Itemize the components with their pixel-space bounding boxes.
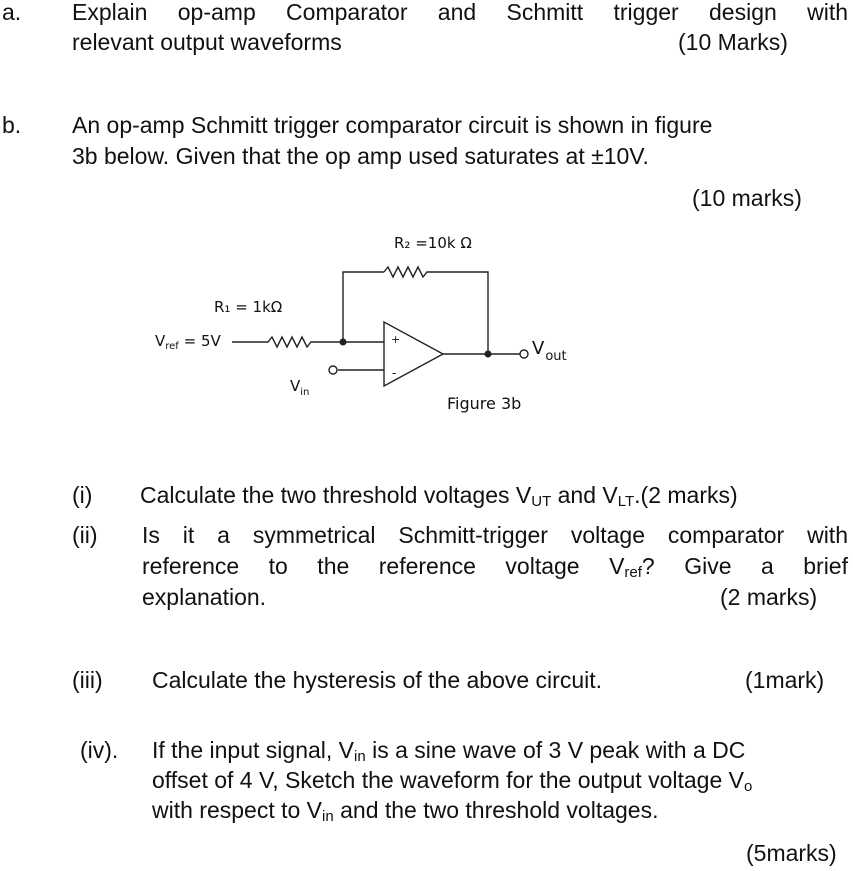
part-iv-line1: If the input signal, $V_{in}$ is a sine wave of 3 V peak with a DC [152,737,746,765]
vin-label: $V_{in}$ [290,377,310,398]
part-ii-line1: Is it a symmetrical Schmitt-trigger voltage comparator with [142,522,848,548]
part-i-number: (i) [72,482,93,508]
question-a-marks: (10 Marks) [678,29,788,55]
r1-resistor [232,337,343,347]
part-ii-number: (ii) [72,522,98,548]
part-ii-marks: (2 marks) [720,584,818,610]
feedback-wire-left [343,272,384,342]
output-node-dot [485,351,492,358]
question-b-line1: An op-amp Schmitt trigger comparator circuit is shown in figure [72,112,713,138]
question-b-line2: 3b below. Given that the op amp used saturates at ±10V. [72,143,649,169]
part-iii-text: Calculate the hysteresis of the above circuit. [152,667,603,693]
question-b-marks: (10 marks) [692,185,802,211]
part-iii-number: (iii) [72,667,103,693]
feedback-node-dot [340,339,347,346]
question-a-line1: Explain op-amp Comparator and Schmitt trigger design with [72,0,848,25]
question-b-letter: b. [2,112,22,138]
part-iii-marks: (1mark) [745,667,825,693]
part-ii-line2: reference to the reference voltage $V_{ref}$? Give a brief [142,553,848,581]
vref-label: $V_{ref} = 5V$ [155,332,221,352]
figure-caption: Figure 3b [447,394,522,413]
vout-terminal [520,350,528,358]
vout-label: $V_{out}$ [532,338,567,364]
vin-terminal [329,366,337,374]
r2-label: R₂ =10k Ω [394,234,472,252]
plus-sign: + [391,333,401,346]
minus-sign: - [392,366,397,380]
part-iv-marks: (5marks) [746,840,837,866]
r1-label: R₁ = 1kΩ [214,298,283,316]
part-iv-number: (iv). [80,737,119,763]
question-a-letter: a. [2,0,22,25]
part-ii-line3: explanation. [142,584,267,610]
part-iv-line3: with respect to $V_{in}$ and the two threshold voltages. [152,797,659,825]
part-i-text: Calculate the two threshold voltages $V_{UT}$ and $V_{LT}.(2$ marks) [140,482,738,510]
part-iv-line2: offset of 4 V, Sketch the waveform for the output voltage $V_o$ [152,767,753,795]
question-a-line2: relevant output waveforms [72,29,342,55]
